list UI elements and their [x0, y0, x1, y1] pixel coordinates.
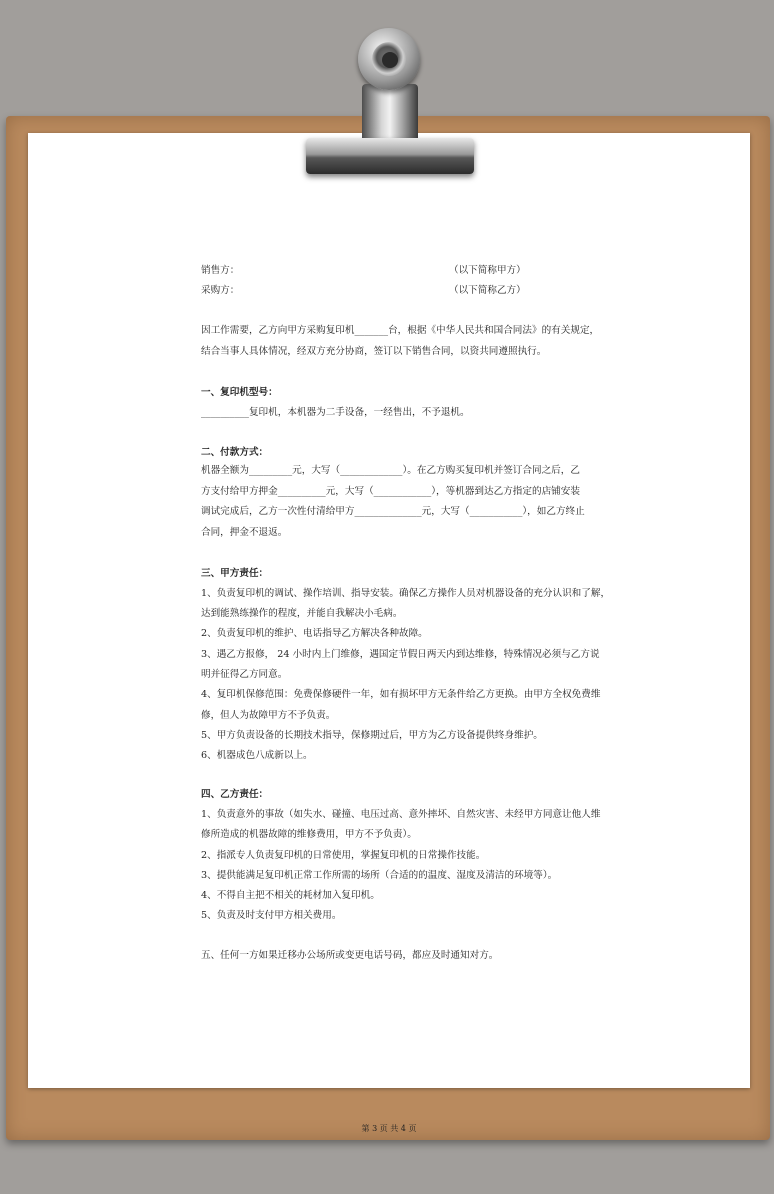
buyer-label: 采购方：: [201, 285, 240, 296]
intro-line: 因工作需要，乙方向甲方采购复印机_______台，根据《中华人民共和国合同法》的有关规定，: [201, 325, 600, 336]
section-line: 5、负责及时支付甲方相关费用。: [201, 910, 342, 921]
section-heading: 四、乙方责任：: [201, 789, 269, 800]
section-line: 1、负责复印机的调试、操作培训、指导安装。确保乙方操作人员对机器设备的充分认识和了解，: [201, 588, 611, 599]
section-line: 修，但人为故障甲方不予负责。: [201, 710, 336, 721]
section-line: 调试完成后，乙方一次性付清给甲方______________元，大写（___________），如乙方终止: [201, 506, 585, 517]
section-line: 1、负责意外的事故（如失水、碰撞、电压过高、意外摔坏、自然灾害、未经甲方同意让他人维: [201, 809, 601, 820]
section-line: __________复印机，本机器为二手设备，一经售出，不予退机。: [201, 407, 470, 418]
section-heading: 二、付款方式：: [201, 447, 269, 458]
section-heading: 三、甲方责任：: [201, 568, 269, 579]
section-line: 6、机器成色八成新以上。: [201, 750, 313, 761]
buyer-note: （以下简称乙方）: [449, 285, 526, 296]
binder-clip-hole: [382, 52, 398, 68]
section-line: 达到能熟练操作的程度，并能自我解决小毛病。: [201, 608, 403, 619]
seller-label: 销售方：: [201, 265, 240, 276]
section-heading: 一、复印机型号：: [201, 387, 278, 398]
section-line: 2、指派专人负责复印机的日常使用，掌握复印机的日常操作技能。: [201, 850, 486, 861]
intro-line: 结合当事人具体情况，经双方充分协商，签订以下销售合同，以资共同遵照执行。: [201, 346, 547, 357]
section-line: 5、甲方负责设备的长期技术指导，保修期过后，甲方为乙方设备提供终身维护。: [201, 730, 543, 741]
section-line: 机器全额为_________元，大写（_____________）。在乙方购买复印机并签订合同之后，乙: [201, 465, 580, 476]
section-heading: 五、任何一方如果迁移办公场所或变更电话号码，都应及时通知对方。: [201, 950, 499, 961]
section-line: 3、提供能满足复印机正常工作所需的场所（合适的的温度、湿度及清洁的环境等）。: [201, 870, 558, 881]
section-line: 修所造成的机器故障的维修费用，甲方不予负责）。: [201, 829, 417, 840]
section-line: 合同，押金不退返。: [201, 527, 288, 538]
section-line: 4、不得自主把不相关的耗材加入复印机。: [201, 890, 380, 901]
binder-clip-base: [306, 138, 474, 174]
page-number: 第 3 页 共 4 页: [361, 1124, 417, 1133]
seller-note: （以下简称甲方）: [449, 265, 526, 276]
section-line: 方支付给甲方押金__________元，大写（____________），等机器到达乙方指定的店铺安装: [201, 486, 580, 497]
section-line: 4、复印机保修范围：免费保修硬件一年，如有损坏甲方无条件给乙方更换。由甲方全权免费维: [201, 689, 601, 700]
contract-page: [28, 133, 750, 1133]
section-line: 2、负责复印机的维护、电话指导乙方解决各种故障。: [201, 628, 428, 639]
section-line: 3、遇乙方报修， 24 小时内上门维修，遇国定节假日两天内到达维修，特殊情况必须与乙方说: [201, 649, 600, 660]
section-line: 明并征得乙方同意。: [201, 669, 288, 680]
